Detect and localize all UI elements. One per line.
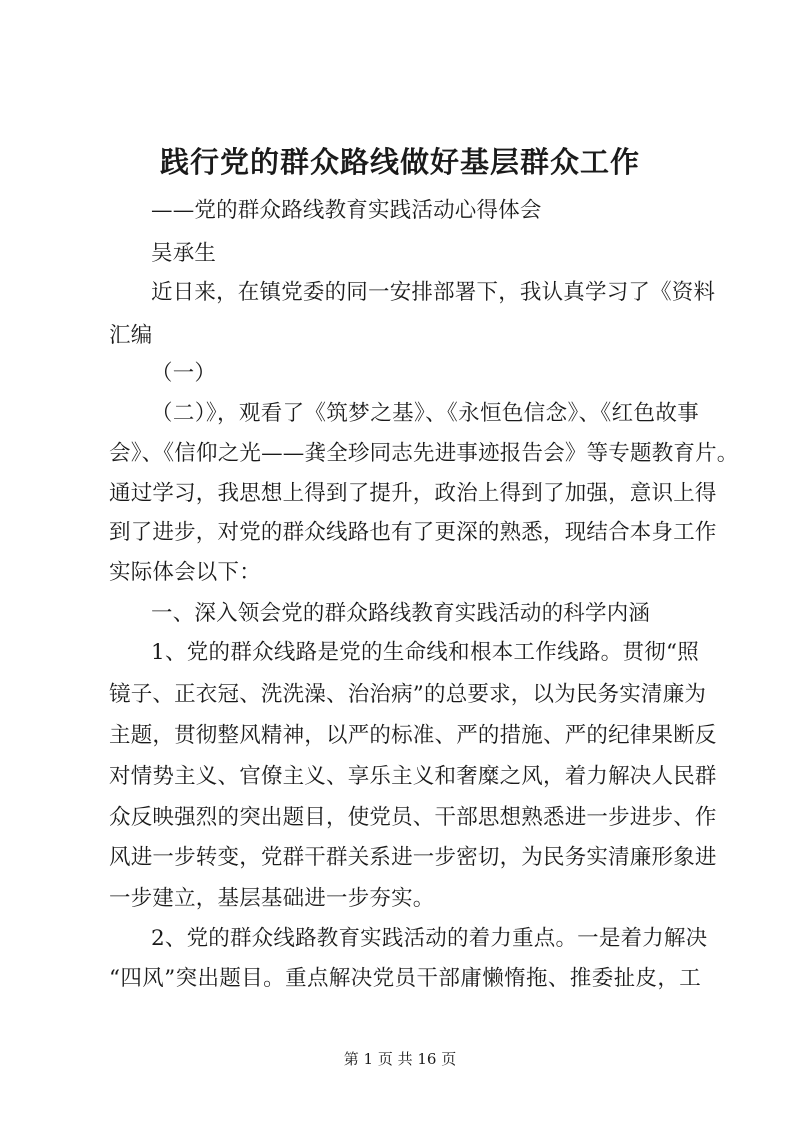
author: 吴承生 (151, 241, 217, 266)
body-line: 近日来，在镇党委的同一安排部署下，我认真学习了《资料 (151, 280, 716, 305)
body-line: 主题，贯彻整风精神，以严的标准、严的措施、严的纪律果断反 (109, 723, 717, 748)
body-line: 2、党的群众线路教育实践活动的着力重点。一是着力解决 (151, 926, 708, 951)
body-line: 一步建立，基层基础进一步夯实。 (109, 886, 435, 911)
body-line: 风进一步转变，党群干群关系进一步密切，为民务实清廉形象进 (109, 845, 717, 870)
section-heading: 一、深入领会党的群众路线教育实践活动的科学内涵 (151, 601, 651, 626)
body-line: “四风”突出题目。重点解决党员干部庸懒惰拖、推委扯皮，工 (109, 966, 701, 991)
subtitle: ——党的群众路线教育实践活动心得体会 (151, 198, 542, 223)
document-title: 践行党的群众路线做好基层群众工作 (159, 145, 640, 179)
body-line: 实际体会以下： (109, 560, 261, 585)
body-line: 1、党的群众线路是党的生命线和根本工作线路。贯彻“照 (151, 640, 699, 665)
body-line: 到了进步，对党的群众线路也有了更深的熟悉，现结合本身工作 (109, 520, 717, 545)
page-number: 第 1 页 共 16 页 (343, 1050, 457, 1068)
body-line: 通过学习，我思想上得到了提升，政治上得到了加强，意识上得 (109, 481, 717, 506)
body-line: 汇编 (109, 323, 153, 348)
body-line: 对情势主义、官僚主义、享乐主义和奢糜之风，着力解决人民群 (109, 764, 717, 789)
body-line: 镜子、正衣冠、洗洗澡、治治病”的总要求，以为民务实清廉为 (109, 682, 707, 707)
body-line: （二）》，观看了《筑梦之基》、《永恒色信念》、《红色故事 (151, 401, 699, 426)
body-line: 众反映强烈的突出题目，使党员、干部思想熟悉进一步进步、作 (109, 805, 717, 830)
body-line: （一） (151, 361, 217, 386)
body-line: 会》、《信仰之光——龚全珍同志先进事迹报告会》等专题教育片。 (109, 441, 739, 466)
